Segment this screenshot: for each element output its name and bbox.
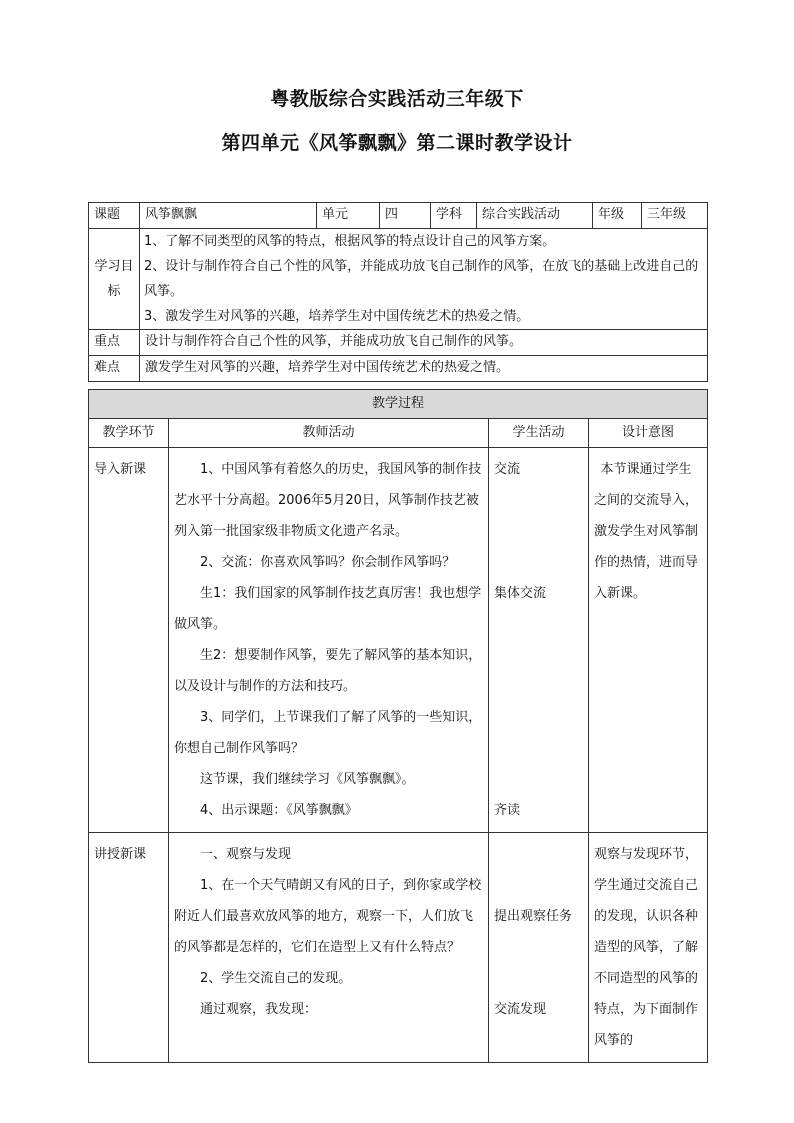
subject-value: 综合实践活动 xyxy=(477,203,593,229)
teacher-line: 这节课，我们继续学习《风筝飘飘》。 xyxy=(200,772,415,787)
stage-lecture: 讲授新课 xyxy=(89,833,169,1063)
teacher-line: 生2：想要制作风筝，要先了解风筝的基本知识，以及设计与制作的方法和技巧。 xyxy=(174,648,482,694)
difficulty-label: 难点 xyxy=(89,356,140,382)
doc-title-2: 第四单元《风筝飘飘》第二课时教学设计 xyxy=(221,132,573,154)
table-row xyxy=(89,833,708,1063)
table-row xyxy=(89,448,708,833)
intent-text: 本节课通过学生之间的交流导入，激发学生对风筝制作的热情，进而导入新课。 xyxy=(594,462,699,601)
student-line: 集体交流 xyxy=(494,586,547,601)
key-label: 重点 xyxy=(89,330,140,356)
unit-value: 四 xyxy=(380,203,431,229)
info-table xyxy=(88,202,708,382)
intent-lecture xyxy=(589,833,708,1063)
intent-text: 观察与发现环节，学生通过交流自己的发现，认识各种造型的风筝，了解不同造型的风筝的特点，为下面制作风筝的 xyxy=(594,847,699,1048)
header-teacher: 教师活动 xyxy=(169,419,489,448)
goals-cell xyxy=(140,229,708,330)
teacher-activity-intro xyxy=(169,448,489,833)
teacher-line: 生1：我们国家的风筝制作技艺真厉害！我也想学做风筝。 xyxy=(174,586,482,632)
teacher-line: 3、同学们，上节课我们了解了风筝的一些知识，你想自己制作风筝吗？ xyxy=(174,710,482,756)
teacher-line: 1、在一个天气晴朗又有风的日子，到你家或学校附近人们最喜欢放风筝的地方，观察一下，人们放飞的风筝都是怎样的，它们在造型上又有什么特点？ xyxy=(174,878,482,955)
goal-item: 2、设计与制作符合自己个性的风筝，并能成功放飞自己制作的风筝，在放飞的基础上改进自己的风筝。 xyxy=(144,259,699,299)
topic-value: 风筝飘飘 xyxy=(140,203,317,229)
topic-label: 课题 xyxy=(89,203,140,229)
subject-label: 学科 xyxy=(431,203,477,229)
student-activity-intro xyxy=(489,448,589,833)
process-section-title: 教学过程 xyxy=(89,390,708,419)
teacher-line: 2、学生交流自己的发现。 xyxy=(200,971,352,986)
student-activity-lecture xyxy=(489,833,589,1063)
key-value: 设计与制作符合自己个性的风筝，并能成功放飞自己制作的风筝。 xyxy=(140,330,708,356)
header-stage: 教学环节 xyxy=(89,419,169,448)
header-intent: 设计意图 xyxy=(589,419,708,448)
student-line: 交流发现 xyxy=(494,1002,547,1017)
goal-item: 1、了解不同类型的风筝的特点，根据风筝的特点设计自己的风筝方案。 xyxy=(144,234,556,249)
teacher-line: 通过观察，我发现： xyxy=(200,1002,318,1017)
stage-intro: 导入新课 xyxy=(89,448,169,833)
header-student: 学生活动 xyxy=(489,419,589,448)
teacher-line: 一、观察与发现 xyxy=(200,847,292,862)
goal-item: 3、激发学生对风筝的兴趣，培养学生对中国传统艺术的热爱之情。 xyxy=(144,309,530,324)
grade-value: 三年级 xyxy=(642,203,708,229)
student-line: 交流 xyxy=(494,462,521,477)
intent-intro xyxy=(589,448,708,833)
process-table xyxy=(88,389,708,1063)
grade-label: 年级 xyxy=(593,203,642,229)
teacher-line: 2、交流：你喜欢风筝吗？你会制作风筝吗？ xyxy=(200,555,456,570)
goals-label: 学习目标 xyxy=(89,229,140,330)
difficulty-value: 激发学生对风筝的兴趣，培养学生对中国传统艺术的热爱之情。 xyxy=(140,356,708,382)
student-line: 提出观察任务 xyxy=(494,909,573,924)
teacher-activity-lecture xyxy=(169,833,489,1063)
student-line: 齐读 xyxy=(494,803,521,818)
doc-title-1: 粤教版综合实践活动三年级下 xyxy=(270,88,524,110)
teacher-line: 4、出示课题：《风筝飘飘》 xyxy=(200,803,358,818)
unit-label: 单元 xyxy=(317,203,380,229)
teacher-line: 1、中国风筝有着悠久的历史，我国风筝的制作技艺水平十分高超。2006年5月20日，风筝制作技艺被列入第一批国家级非物质文化遗产名录。 xyxy=(174,462,482,539)
